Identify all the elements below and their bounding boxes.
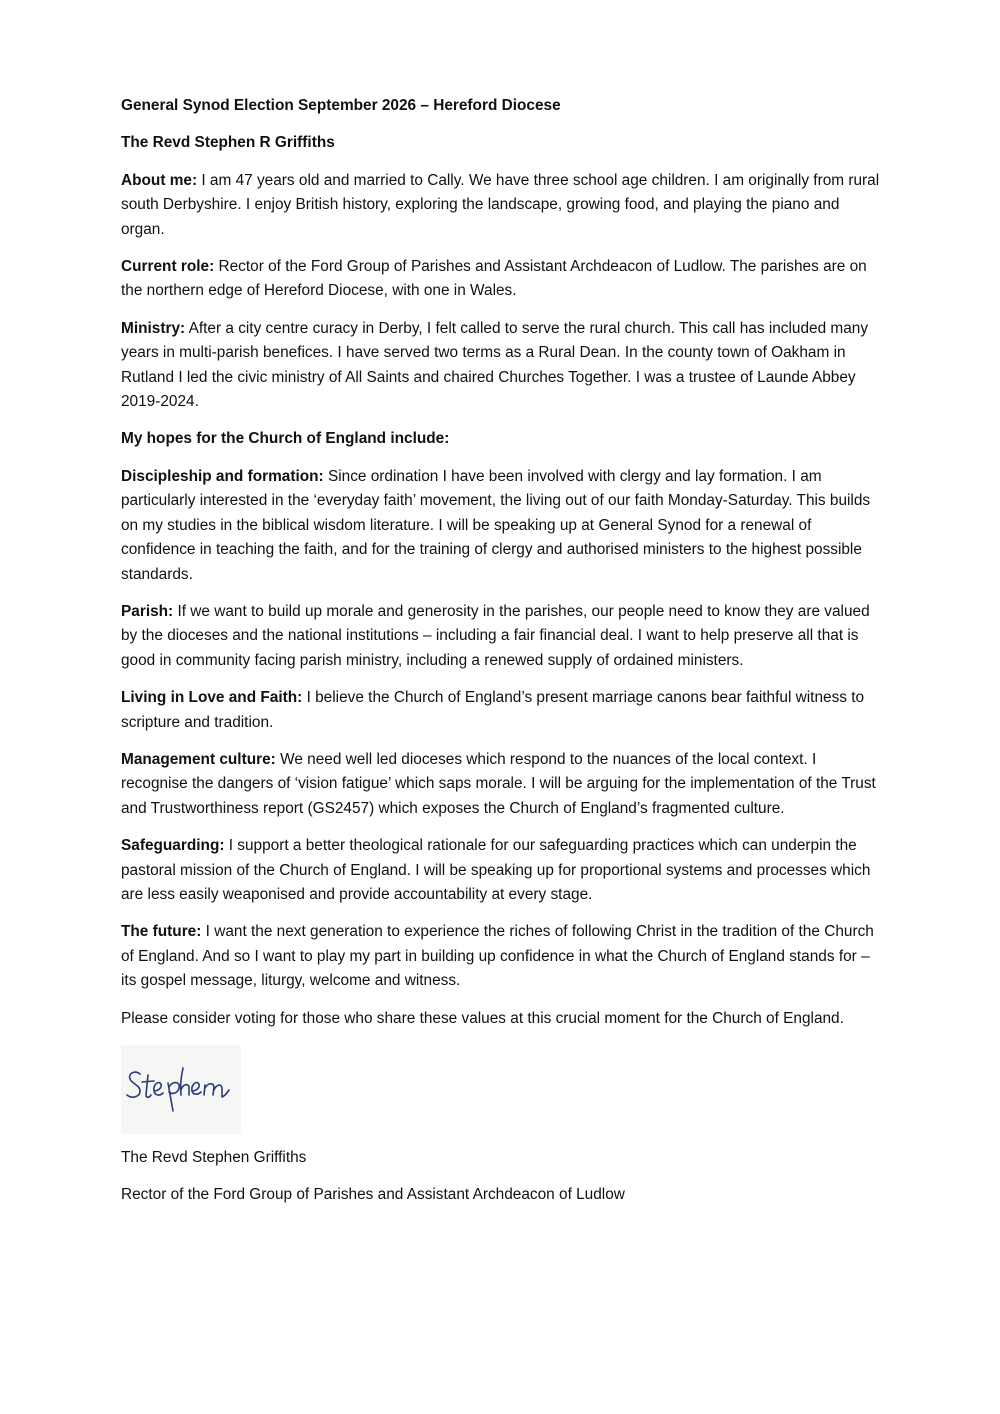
hope-text: I support a better theological rationale for our safeguarding practices which can underpin the pastoral mission of the Church of England. I will be speaking up for proportional systems and processes which are less easily weaponised and provide accountability at every stage.: [121, 837, 871, 903]
document-title: General Synod Election September 2026 – Hereford Diocese: [121, 97, 561, 114]
candidate-name: The Revd Stephen R Griffiths: [121, 134, 335, 152]
hope-lead: Safeguarding:: [121, 837, 225, 855]
hope-living-in-love-and-faith: [121, 686, 883, 735]
section-current-role: [121, 255, 883, 304]
section-ministry: [121, 317, 883, 415]
handwritten-signature: [121, 1045, 241, 1134]
section-lead: Current role:: [121, 258, 215, 276]
election-statement: [121, 94, 883, 1221]
section-text: After a city centre curacy in Derby, I felt called to serve the rural church. This call has included many years in multi-parish benefices. I have served two terms as a Rural Dean. In the county town of Oakham in Rutland I led the civic ministry of All Saints and chaired Churches Together. I was a trustee of Launde Abbey 2019-2024.: [121, 319, 869, 411]
closing-block: [121, 1146, 883, 1208]
section-lead: Ministry:: [121, 319, 186, 337]
hope-discipleship: [121, 465, 883, 587]
hope-lead: Management culture:: [121, 750, 276, 768]
hope-lead: Parish:: [121, 602, 174, 620]
voting-appeal: Please consider voting for those who share these values at this crucial moment for the Church of England.: [121, 1009, 844, 1027]
hope-text: I want the next generation to experience the riches of following Christ in the tradition of the Church of England. And so I want to play my part in building up confidence in what the Church of England stands for – its gospel message, liturgy, welcome and witness.: [121, 923, 874, 990]
hope-parish: [121, 600, 883, 673]
hope-text: Since ordination I have been involved with clergy and lay formation. I am particularly interested in the ‘everyday faith’ movement, the living out of our faith Monday-Saturday. This builds on my studies in the biblical wisdom literature. I will be speaking up at General Synod for a renewal of confidence in teaching the faith, and for the training of clergy and authorised ministers to the highest possible standards.: [121, 467, 871, 583]
hope-safeguarding: [121, 834, 883, 907]
hope-lead: The future:: [121, 923, 202, 941]
hope-text: We need well led dioceses which respond to the nuances of the local context. I recognise the dangers of ‘vision fatigue’ which saps morale. I will be arguing for the implementation of the Trust and Trustworthiness report (GS2457) which exposes the Church of England’s fragmented culture.: [121, 750, 876, 817]
section-text: Rector of the Ford Group of Parishes and Assistant Archdeacon of Ludlow. The parishes are on the northern edge of Hereford Diocese, with one in Wales.: [121, 258, 867, 300]
section-about-me: [121, 169, 883, 242]
hopes-heading: My hopes for the Church of England include:: [121, 430, 450, 448]
section-text: I am 47 years old and married to Cally. We have three school age children. I am originally from rural south Derbyshire. I enjoy British history, exploring the landscape, growing food, and playing the piano and organ.: [121, 171, 880, 238]
section-lead: About me:: [121, 171, 198, 189]
hope-the-future: [121, 920, 883, 993]
hope-text: If we want to build up morale and generosity in the parishes, our people need to know they are valued by the dioceses and the national institutions – including a fair financial deal. I want to help preserve all that is good in community facing parish ministry, including a renewed supply of ordained ministers.: [121, 602, 870, 669]
hope-text: I believe the Church of England’s present marriage canons bear faithful witness to scripture and tradition.: [121, 689, 865, 731]
hope-management-culture: [121, 748, 883, 821]
hope-lead: Discipleship and formation:: [121, 467, 324, 485]
signatory-role: Rector of the Ford Group of Parishes and Assistant Archdeacon of Ludlow: [121, 1186, 625, 1204]
signatory-name: The Revd Stephen Griffiths: [121, 1149, 307, 1166]
signature-image: [121, 1045, 241, 1134]
hope-lead: Living in Love and Faith:: [121, 689, 303, 707]
